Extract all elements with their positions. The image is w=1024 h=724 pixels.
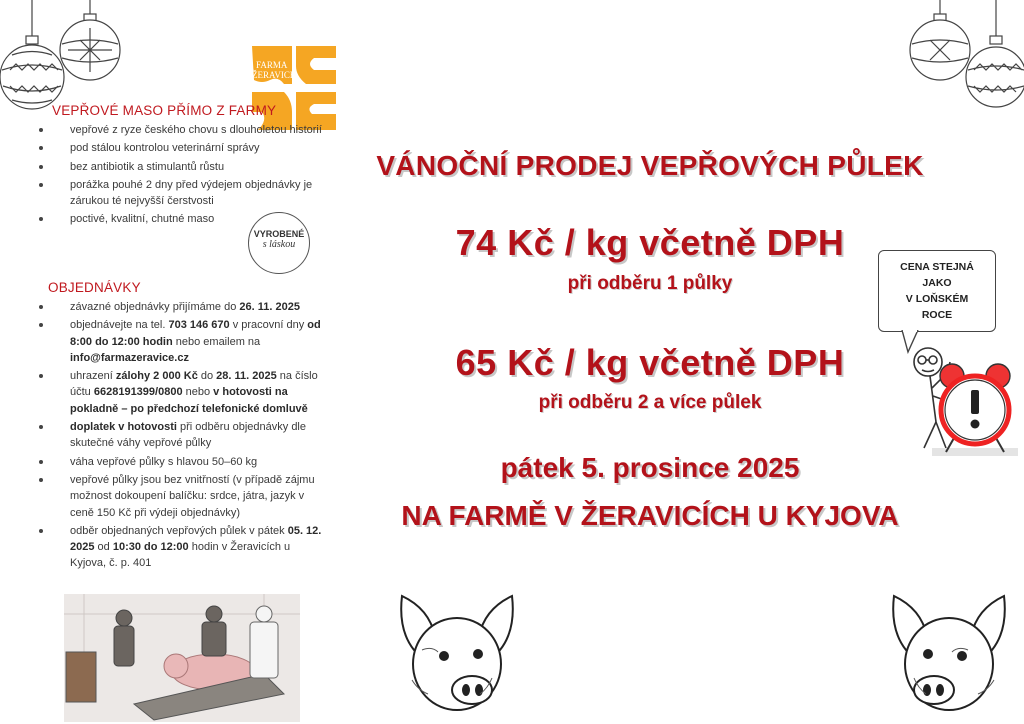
price-two-halves: 65 Kč / kg včetně DPH [455, 342, 845, 383]
logo-line2: ŽERAVICE [252, 70, 296, 80]
butchers-illustration [64, 594, 300, 722]
section-title-orders: OBJEDNÁVKY [48, 280, 141, 295]
list-item: poctivé, kvalitní, chutné maso [36, 211, 240, 227]
pig-head-icon [392, 590, 522, 720]
list-item: odběr objednaných vepřových půlek v pátek 05. 12. 2025 od 10:30 do 12:00 hodin v Žeravicích u Kyjova, č. p. 401 [36, 523, 326, 572]
price-two-halves-note: při odběru 2 a více půlek [538, 392, 762, 413]
price-one-half: 74 Kč / kg včetně DPH [455, 222, 845, 263]
same-price-bubble [878, 250, 996, 332]
list-item: porážka pouhé 2 dny před výdejem objednávky je zárukou té nejvyšší čerstvosti [36, 177, 328, 210]
list-item: váha vepřové půlky s hlavou 50–60 kg [36, 454, 326, 470]
sale-date: pátek 5. prosince 2025 [500, 452, 800, 483]
list-item: vepřové půlky jsou bez vnitřností (v případě zájmu možnost dokoupení balíčku: srdce, játra, jazyk v ceně 150 Kč při výdeji objednávky) [36, 472, 326, 521]
stamp-line2: s láskou [262, 239, 296, 250]
orders-list [36, 299, 326, 574]
list-item: objednávejte na tel. 703 146 670 v pracovní dny od 8:00 do 12:00 hodin nebo emailem na info@farmazeravice.cz [36, 317, 326, 366]
ornaments-left [0, 0, 125, 115]
list-item: vepřové z ryze českého chovu s dlouholetou historií [36, 122, 328, 138]
alarm-clock-icon [932, 360, 1018, 460]
bubble-line: V LOŇSKÉM [905, 293, 969, 305]
list-item: uhrazení zálohy 2 000 Kč do 28. 11. 2025 na číslo účtu 6628191399/0800 nebo v hotovosti na pokladně – po předchozí telefonické domluvě [36, 368, 326, 417]
section-title-farm-meat: VEPŘOVÉ MASO PŘÍMO Z FARMY [52, 103, 277, 118]
list-item: pod stálou kontrolou veterinární správy [36, 140, 328, 156]
pig-head-icon [884, 590, 1014, 720]
bubble-line: JAKO [922, 277, 952, 289]
stamp-line1: VYROBENÉ [253, 229, 305, 239]
list-item: závazné objednávky přijímáme do 26. 11. 2025 [36, 299, 326, 315]
price-one-half-note: při odběru 1 půlky [567, 273, 733, 294]
bubble-line: CENA STEJNÁ [900, 261, 974, 273]
sale-place: NA FARMĚ V ŽERAVICÍCH U KYJOVA [401, 500, 899, 531]
main-title: VÁNOČNÍ PRODEJ VEPŘOVÝCH PŮLEK [376, 150, 924, 181]
ornaments-right [900, 0, 1024, 115]
list-item: doplatek v hotovosti při odběru objednávky dle skutečné váhy vepřové půlky [36, 419, 326, 452]
list-item: bez antibiotik a stimulantů růstu [36, 159, 328, 175]
made-with-love-stamp [248, 212, 310, 274]
bubble-line: ROCE [921, 309, 953, 321]
logo-line1: FARMA [256, 60, 288, 70]
